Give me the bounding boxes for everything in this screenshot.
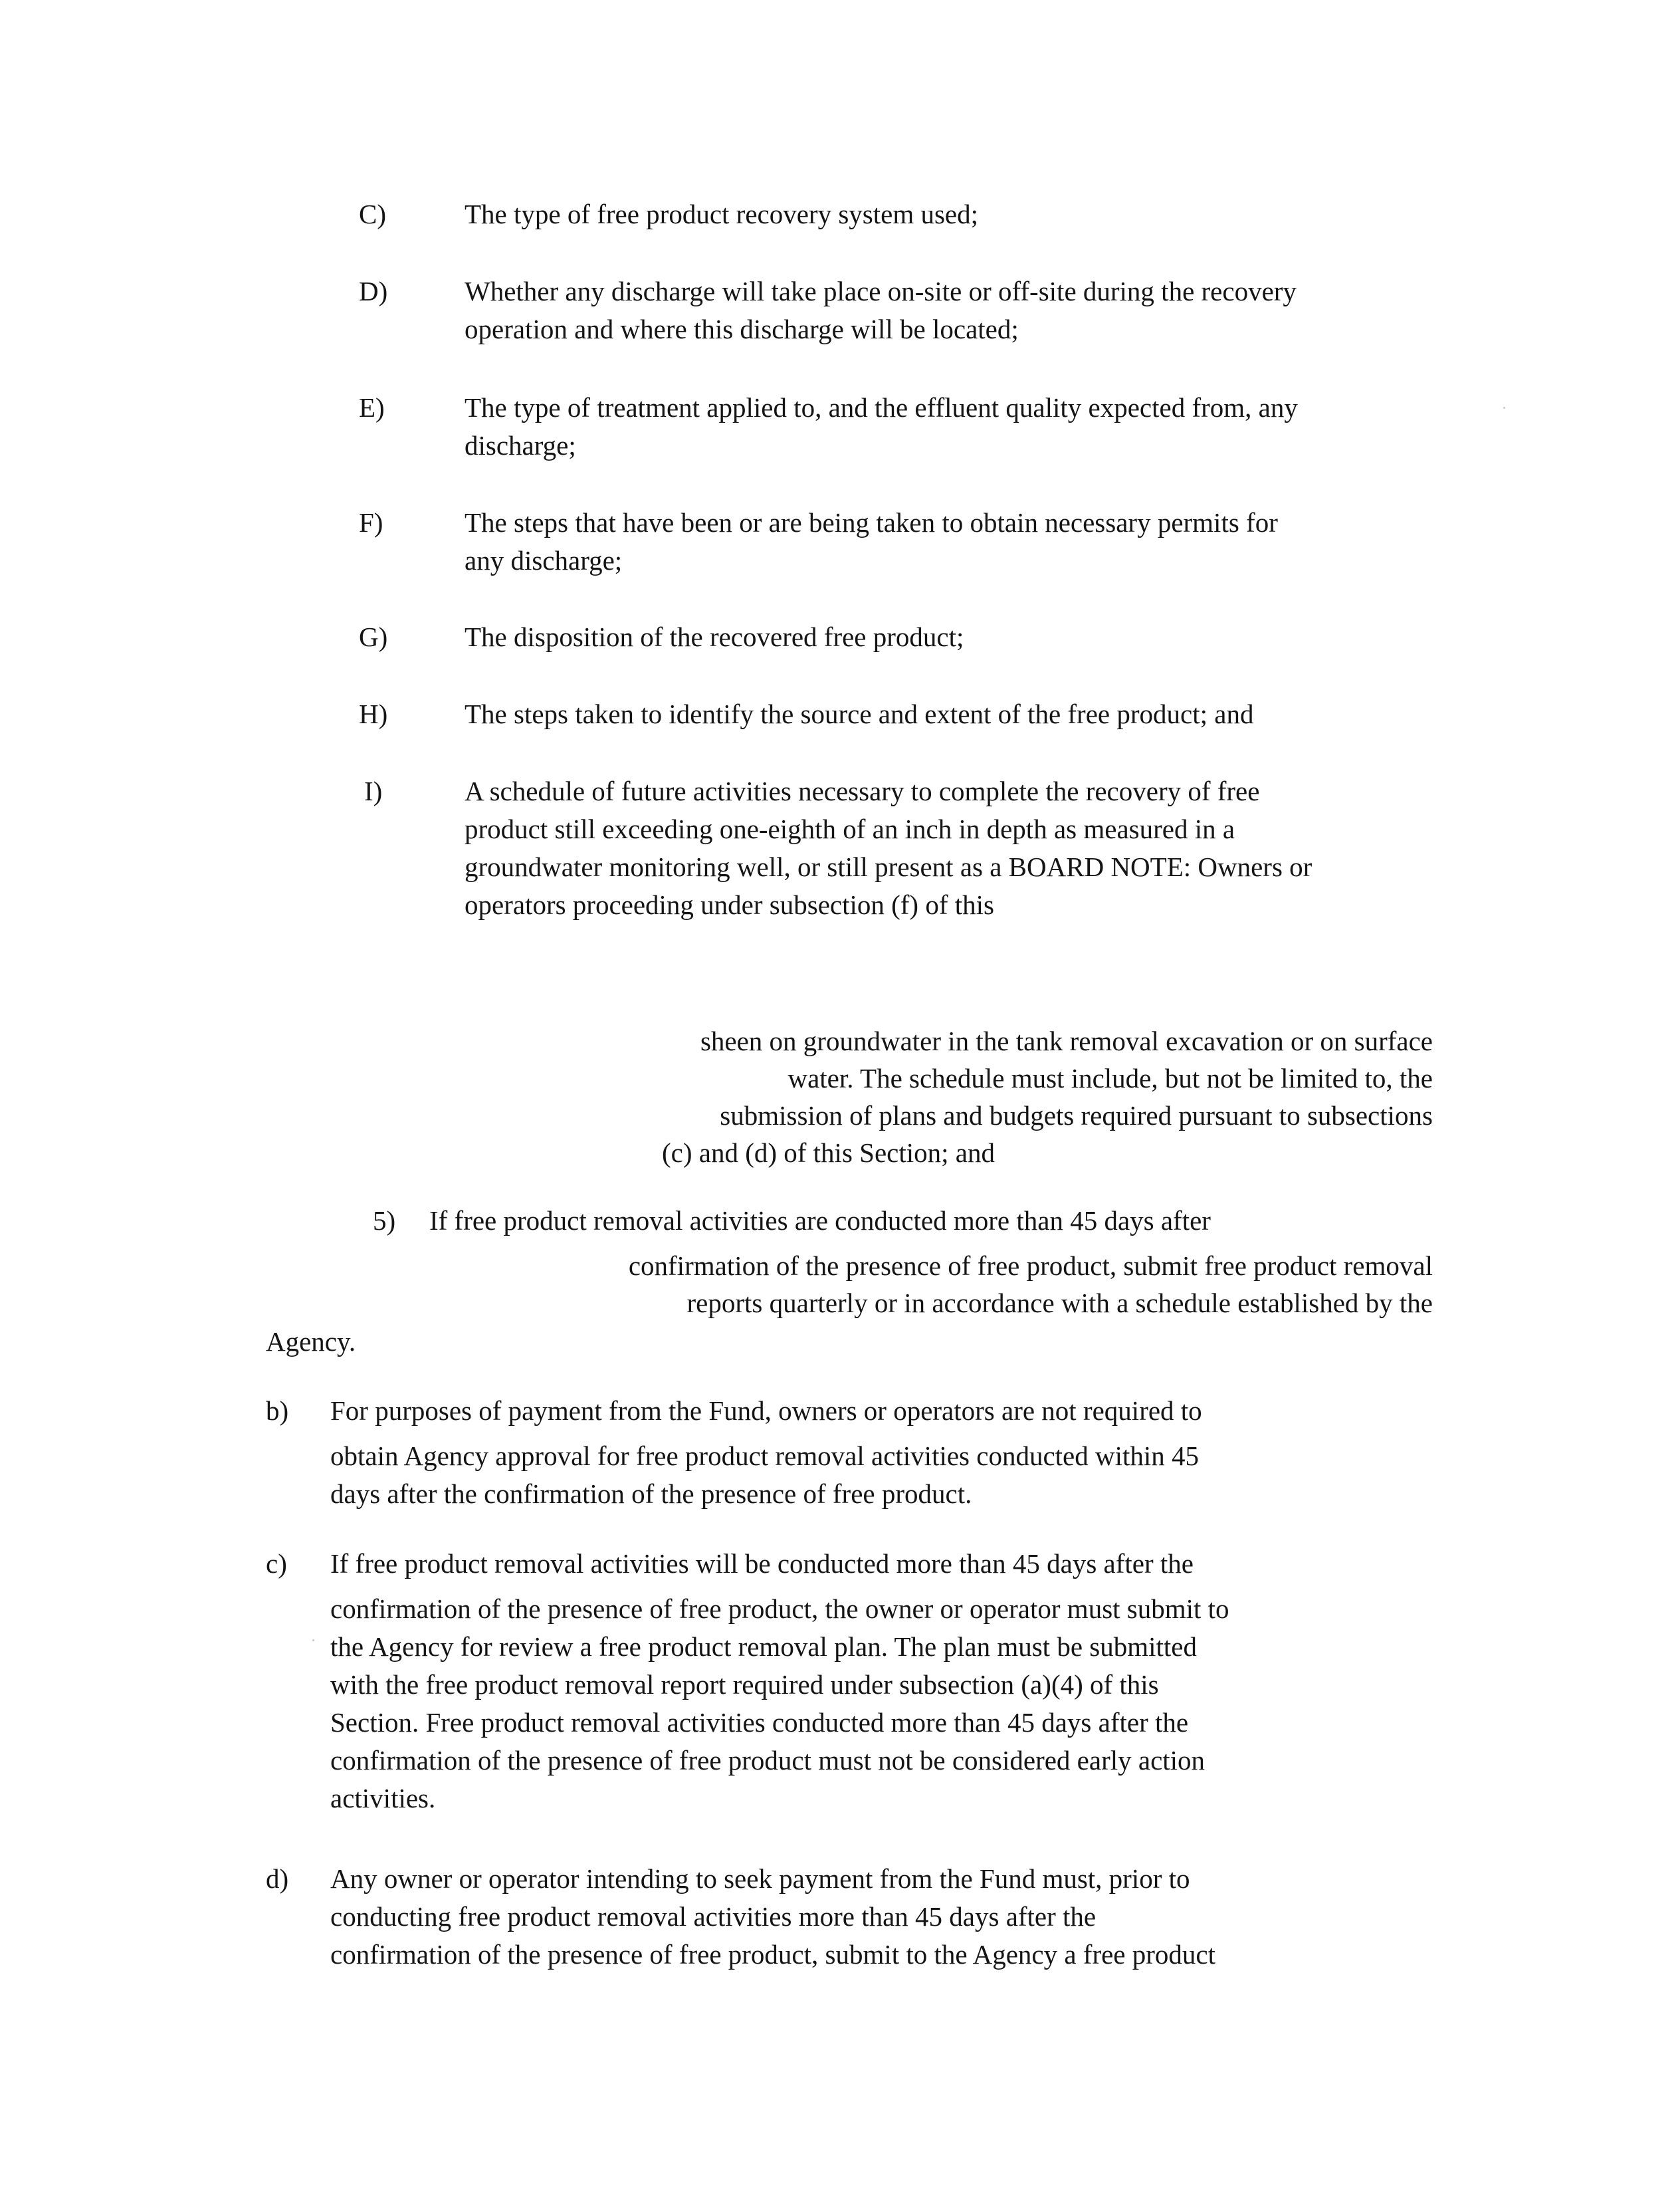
item-c-line-1: The type of free product recovery system used;: [465, 199, 979, 229]
item-i-line-1: A schedule of future activities necessary to complete the recovery of free: [465, 776, 1260, 806]
item-c2-line-4: with the free product removal report required under subsection (a)(4) of this: [330, 1669, 1159, 1700]
item-i-label: I): [364, 776, 383, 806]
item-i-line-3: groundwater monitoring well, or still present as a BOARD NOTE: Owners or: [465, 852, 1312, 882]
scan-speck: [1503, 407, 1505, 409]
item-c2-line-6: confirmation of the presence of free product must not be considered early action: [330, 1745, 1206, 1776]
item-d2-label: d): [266, 1863, 289, 1894]
item-d-label: D): [359, 276, 388, 306]
item-5-label: 5): [373, 1205, 396, 1236]
item-b-line-3: days after the confirmation of the presence of free product.: [330, 1478, 972, 1509]
item-f-label: F): [359, 507, 383, 538]
item-h-line-1: The steps taken to identify the source and extent of the free product; and: [465, 699, 1254, 729]
item-e-line-1: The type of treatment applied to, and the effluent quality expected from, any: [465, 392, 1298, 423]
item-5-line-2: confirmation of the presence of free product, submit free product removal: [628, 1250, 1433, 1281]
item-g-line-1: The disposition of the recovered free product;: [465, 622, 964, 652]
item-d-line-1: Whether any discharge will take place on-site or off-site during the recovery: [465, 276, 1297, 306]
item-e-label: E): [359, 392, 385, 423]
item-b-label: b): [266, 1395, 289, 1426]
item-e-line-2: discharge;: [465, 430, 576, 461]
continuation-line-3: submission of plans and budgets required pursuant to subsections: [720, 1100, 1433, 1131]
item-d2-line-2: conducting free product removal activities more than 45 days after the: [330, 1901, 1097, 1932]
item-c2-line-1: If free product removal activities will be conducted more than 45 days after the: [330, 1548, 1194, 1579]
continuation-line-1: sheen on groundwater in the tank removal excavation or on surface: [700, 1026, 1433, 1056]
item-5-line-4: Agency.: [266, 1326, 356, 1357]
item-c2-label: c): [266, 1548, 287, 1579]
item-d-line-2: operation and where this discharge will be located;: [465, 314, 1019, 344]
item-b-line-1: For purposes of payment from the Fund, owners or operators are not required to: [330, 1395, 1202, 1426]
item-c2-line-3: the Agency for review a free product removal plan. The plan must be submitted: [330, 1631, 1197, 1662]
item-5-line-3: reports quarterly or in accordance with a schedule established by the: [686, 1288, 1433, 1318]
item-f-line-1: The steps that have been or are being taken to obtain necessary permits for: [465, 507, 1278, 538]
item-c-label: C): [359, 199, 386, 229]
item-d2-line-3: confirmation of the presence of free product, submit to the Agency a free product: [330, 1939, 1215, 1970]
item-5-line-1: If free product removal activities are conducted more than 45 days after: [429, 1205, 1211, 1236]
continuation-line-4: (c) and (d) of this Section; and: [662, 1137, 995, 1168]
item-c2-line-5: Section. Free product removal activities conducted more than 45 days after the: [330, 1707, 1189, 1738]
item-d2-line-1: Any owner or operator intending to seek payment from the Fund must, prior to: [330, 1863, 1190, 1894]
item-i-line-4: operators proceeding under subsection (f) of this: [465, 889, 994, 920]
item-i-line-2: product still exceeding one-eighth of an inch in depth as measured in a: [465, 814, 1235, 844]
continuation-line-2: water. The schedule must include, but not be limited to, the: [788, 1063, 1433, 1094]
item-f-line-2: any discharge;: [465, 545, 623, 576]
item-g-label: G): [359, 622, 388, 652]
item-c2-line-7: activities.: [330, 1783, 436, 1813]
item-c2-line-2: confirmation of the presence of free product, the owner or operator must submit to: [330, 1593, 1229, 1624]
item-b-line-2: obtain Agency approval for free product removal activities conducted within 45: [330, 1441, 1200, 1471]
scan-speck: [312, 1639, 314, 1641]
item-h-label: H): [359, 699, 388, 729]
